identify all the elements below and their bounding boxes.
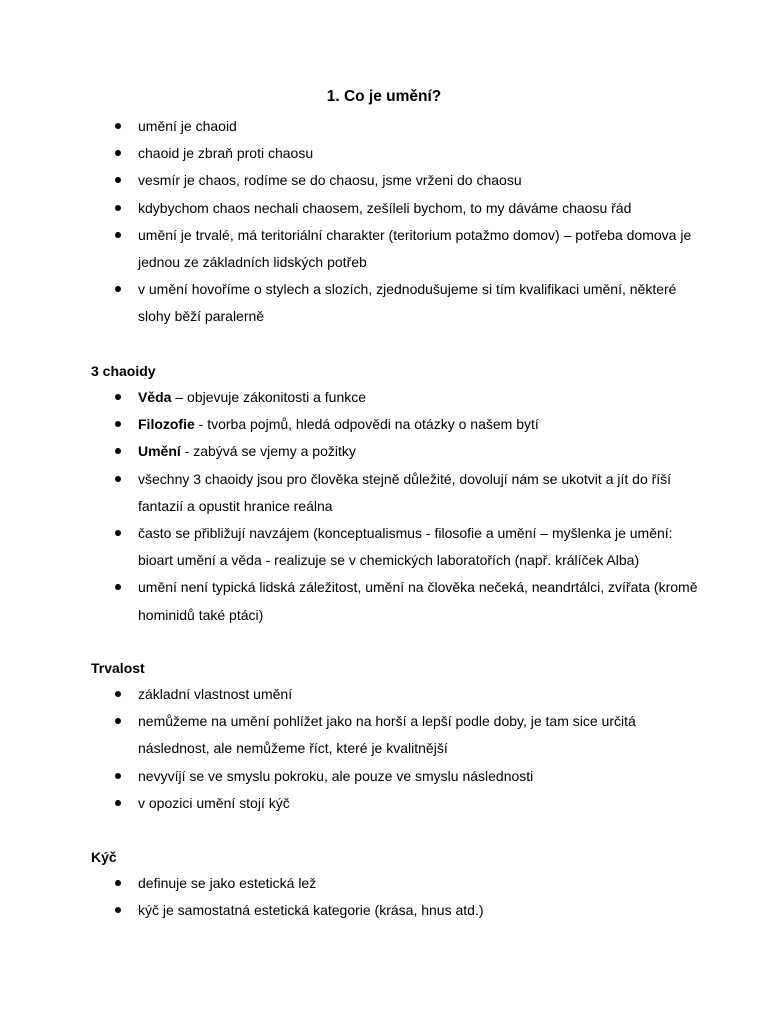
bullet-icon: [115, 177, 121, 183]
list-item: všechny 3 chaoidy jsou pro člověka stejně důležité, dovolují nám se ukotvit a jít do říší fantazií a opustit hranice reálna: [0, 466, 768, 520]
term: Věda: [138, 389, 172, 405]
list-item: kýč je samostatná estetická kategorie (krása, hnus atd.): [0, 897, 768, 924]
list-item: definuje se jako estetická lež: [0, 870, 768, 897]
section-heading-kyc: Kýč: [91, 849, 117, 865]
list-item: vesmír je chaos, rodíme se do chaosu, jsme vrženi do chaosu: [0, 167, 768, 194]
bullet-icon: [115, 205, 121, 211]
kyc-list: [0, 870, 768, 924]
list-item: Věda – objevuje zákonitosti a funkce: [0, 384, 768, 411]
bullet-icon: [115, 123, 121, 129]
list-item: nevyvíjí se ve smyslu pokroku, ale pouze ve smyslu následnosti: [0, 763, 768, 790]
bullet-icon: [115, 530, 121, 536]
bullet-icon: [115, 584, 121, 590]
list-item: umění je chaoid: [0, 113, 768, 140]
list-item: v umění hovoříme o stylech a slozích, zjednodušujeme si tím kvalifikaci umění, některé slohy běží paralerně: [0, 276, 768, 330]
bullet-icon: [115, 150, 121, 156]
bullet-icon: [115, 691, 121, 697]
bullet-icon: [115, 448, 121, 454]
bullet-icon: [115, 773, 121, 779]
bullet-icon: [115, 907, 121, 913]
list-item: základní vlastnost umění: [0, 681, 768, 708]
list-item: kdybychom chaos nechali chaosem, zešíleli bychom, to my dáváme chaosu řád: [0, 195, 768, 222]
list-item: Umění - zabývá se vjemy a požitky: [0, 438, 768, 465]
list-item: umění je trvalé, má teritoriální charakter (teritorium potažmo domov) – potřeba domova je jednou ze základních lidských potřeb: [0, 222, 768, 276]
bullet-icon: [115, 800, 121, 806]
list-item: umění není typická lidská záležitost, umění na člověka nečeká, neandrtálci, zvířata (kromě hominidů také ptáci): [0, 574, 768, 628]
bullet-icon: [115, 232, 121, 238]
intro-list: [0, 113, 768, 331]
list-item: v opozici umění stojí kýč: [0, 790, 768, 817]
list-item: nemůžeme na umění pohlížet jako na horší a lepší podle doby, je tam sice určitá následnost, ale nemůžeme říct, které je kvalitnější: [0, 708, 768, 762]
chaoids-list: [0, 384, 768, 629]
bullet-icon: [115, 286, 121, 292]
section-heading-chaoids: 3 chaoidy: [91, 363, 156, 379]
list-item: často se přibližují navzájem (konceptualismus - filosofie a umění – myšlenka je umění: bioart umění a věda - realizuje se v chemických laboratořích (např. králíček Alba): [0, 520, 768, 574]
bullet-icon: [115, 880, 121, 886]
section-heading-trvalost: Trvalost: [91, 660, 145, 676]
bullet-icon: [115, 476, 121, 482]
page-title: 1. Co je umění?: [326, 88, 442, 105]
term: Umění: [138, 443, 181, 460]
bullet-icon: [115, 421, 121, 427]
list-item: chaoid je zbraň proti chaosu: [0, 140, 768, 167]
bullet-icon: [115, 718, 121, 724]
list-item: Filozofie - tvorba pojmů, hledá odpovědi na otázky o našem bytí: [0, 411, 768, 438]
bullet-icon: [115, 394, 121, 400]
term: Filozofie: [138, 416, 195, 433]
trvalost-list: [0, 681, 768, 817]
